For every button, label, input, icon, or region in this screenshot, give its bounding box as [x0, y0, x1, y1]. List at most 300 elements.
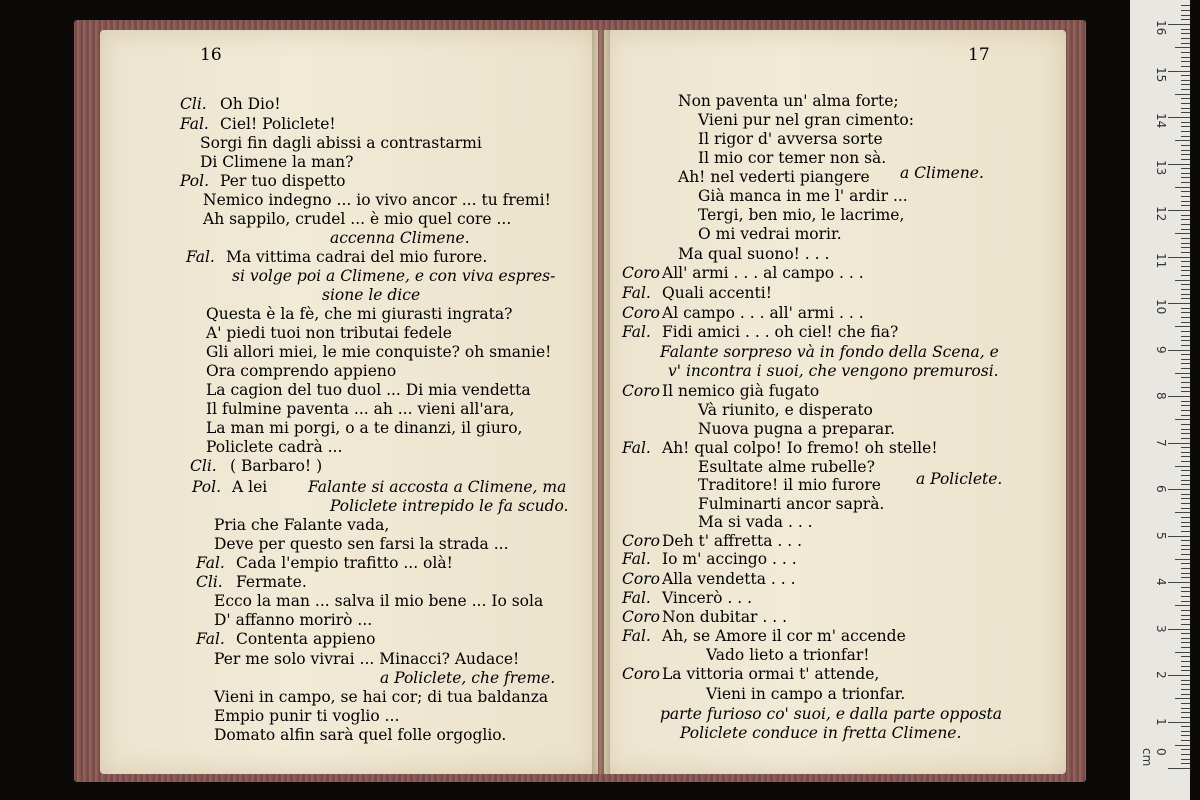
verse-text: Il mio cor temer non sà. [698, 149, 887, 167]
ruler-tick [1181, 150, 1190, 151]
ruler-tick [1168, 396, 1190, 397]
ruler-tick [1181, 229, 1190, 230]
ruler-label: 7 [1154, 438, 1168, 447]
ruler-tick [1181, 689, 1190, 690]
right-page-text-line [668, 362, 999, 380]
verse-text: Gli allori miei, le mie conquiste? oh smanie! [206, 343, 552, 361]
ruler-tick [1181, 145, 1190, 146]
verse-text: Fermate. [236, 573, 307, 591]
ruler-tick [1181, 531, 1190, 532]
ruler-tick [1181, 726, 1190, 727]
left-page-text-line [206, 381, 531, 399]
ruler-label: 2 [1154, 671, 1168, 679]
ruler-tick [1181, 694, 1190, 695]
ruler-tick [1181, 247, 1190, 248]
ruler-tick [1181, 647, 1190, 648]
left-page-text-line [214, 592, 543, 610]
verse-text: Io m' accingo . . . [662, 550, 797, 568]
verse-text: si volge poi a Climene, e con viva espres- [232, 267, 556, 285]
speaker-label: Fal. [622, 439, 651, 457]
right-page-text-line [660, 705, 1002, 723]
ruler-tick [1181, 173, 1190, 174]
ruler-tick [1181, 252, 1190, 253]
speaker-label: Fal. [622, 323, 651, 341]
ruler-tick [1168, 722, 1190, 723]
ruler-tick [1181, 754, 1190, 755]
ruler-tick [1168, 536, 1190, 537]
verse-text: Policlete conduce in fretta Climene. [680, 724, 962, 742]
right-page-text-line [622, 304, 864, 322]
ruler-tick [1181, 43, 1190, 44]
right-page-text-line [698, 476, 881, 494]
verse-text: La cagion del tuo duol ... Di mia vendetta [206, 381, 531, 399]
verse-text: Và riunito, e disperato [698, 401, 873, 419]
ruler-tick [1181, 317, 1190, 318]
ruler-tick [1181, 717, 1190, 718]
ruler-tick [1181, 108, 1190, 109]
verse-text: sione le dice [322, 286, 421, 304]
right-page-text-line [678, 245, 829, 263]
right-page-text-line [622, 439, 938, 457]
ruler-tick [1181, 61, 1190, 62]
verse-text: v' incontra i suoi, che vengono premurosi. [668, 362, 999, 380]
verse-text: Fidi amici . . . oh ciel! che fia? [662, 323, 899, 341]
left-page-text-line [214, 535, 509, 553]
speaker-label: Fal. [196, 630, 225, 648]
left-page-text-line [203, 210, 511, 228]
ruler-tick [1181, 136, 1190, 137]
ruler-tick [1181, 177, 1190, 178]
left-page-text-line [330, 229, 470, 247]
ruler-tick [1181, 731, 1190, 732]
ruler-tick [1168, 629, 1190, 630]
ruler-tick [1168, 164, 1190, 165]
ruler-tick [1181, 52, 1190, 53]
ruler-tick [1175, 373, 1190, 374]
verse-text: Ma qual suono! . . . [678, 245, 830, 263]
ruler-tick [1175, 280, 1190, 281]
right-page-text-line [698, 187, 908, 205]
right-page-text-line [622, 382, 819, 400]
ruler-tick [1181, 331, 1190, 332]
speaker-label: Cli. [196, 573, 223, 591]
verse-text: Ah, se Amore il cor m' accende [662, 627, 906, 645]
ruler-tick [1181, 759, 1190, 760]
ruler-tick [1175, 605, 1190, 606]
right-page-text-line [622, 570, 796, 588]
stage-direction-inline: a Climene. [900, 164, 984, 182]
verse-text: Oh Dio! [220, 95, 281, 113]
ruler-tick [1181, 568, 1190, 569]
verse-text: Deh t' affretta . . . [662, 532, 803, 550]
speaker-label: Fal. [622, 589, 651, 607]
verse-text: Per me solo vivrai ... Minacci? Audace! [214, 650, 520, 668]
verse-text: Ah! qual colpo! Io fremo! oh stelle! [662, 439, 938, 457]
left-page-text-line [214, 707, 399, 725]
verse-text: parte furioso co' suoi, e dalla parte opposta [660, 705, 1002, 723]
verse-text: Contenta appieno [236, 630, 376, 648]
ruler-label: 14 [1154, 113, 1168, 129]
ruler-tick [1181, 103, 1190, 104]
right-page-text-line [698, 401, 873, 419]
right-page-text-line [622, 264, 864, 282]
ruler-tick [1181, 322, 1190, 323]
ruler-tick [1181, 38, 1190, 39]
ruler-tick [1181, 470, 1190, 471]
verse-text: Cada l'empio trafitto ... olà! [236, 554, 453, 572]
speaker-label: Fal. [622, 627, 651, 645]
verse-text: Vieni in campo, se hai cor; di tua baldanza [214, 688, 549, 706]
verse-text: Traditore! il mio furore [698, 476, 881, 494]
ruler-tick [1181, 638, 1190, 639]
ruler-tick [1181, 15, 1190, 16]
ruler-tick [1181, 57, 1190, 58]
ruler-tick [1181, 615, 1190, 616]
left-page-text-line [206, 400, 514, 418]
speaker-label: Coro [622, 304, 660, 322]
ruler-tick [1168, 582, 1190, 583]
verse-text: A lei [232, 478, 268, 496]
left-page-text-line [206, 324, 452, 342]
ruler-tick [1181, 563, 1190, 564]
left-page-text-line [206, 438, 342, 456]
ruler-label: 11 [1154, 252, 1168, 268]
ruler-tick [1181, 275, 1190, 276]
ruler-label: 10 [1154, 299, 1168, 315]
speaker-label: Coro [622, 532, 660, 550]
verse-text: La vittoria ormai t' attende, [662, 665, 880, 683]
ruler-tick [1181, 624, 1190, 625]
ruler-tick [1181, 29, 1190, 30]
verse-text: Nemico indegno ... io vivo ancor ... tu fremi! [203, 191, 551, 209]
left-page-text-line [203, 191, 551, 209]
ruler-tick [1168, 117, 1190, 118]
ruler-tick [1181, 684, 1190, 685]
stage-direction-inline: a Policlete. [916, 470, 1003, 488]
ruler-tick [1181, 456, 1190, 457]
ruler-tick [1181, 66, 1190, 67]
ruler-tick [1181, 98, 1190, 99]
verse-text: Ah sappilo, crudel ... è mio quel core ... [203, 210, 512, 228]
ruler-label: 16 [1154, 20, 1168, 36]
ruler-label: 3 [1154, 624, 1168, 633]
speaker-label: Coro [622, 608, 660, 626]
ruler-label: 4 [1154, 578, 1168, 586]
verse-text: Policlete intrepido le fa scudo. [330, 497, 569, 515]
ruler-tick [1181, 391, 1190, 392]
ruler-tick [1181, 415, 1190, 416]
right-page-text-line [622, 665, 879, 683]
verse-text: Al campo . . . all' armi . . . [662, 304, 864, 322]
verse-text: Già manca in me l' ardir ... [698, 187, 908, 205]
ruler-tick [1181, 424, 1190, 425]
ruler-tick [1181, 429, 1190, 430]
ruler-tick [1175, 652, 1190, 653]
ruler-tick [1181, 368, 1190, 369]
ruler-tick [1175, 140, 1190, 141]
ruler-tick [1168, 24, 1190, 25]
verse-text: Nuova pugna a preparar. [698, 420, 895, 438]
verse-text: O mi vedrai morir. [698, 225, 842, 243]
verse-text: Alla vendetta . . . [662, 570, 796, 588]
left-page-text-line [214, 650, 519, 668]
speaker-label: Fal. [186, 248, 215, 266]
ruler-tick [1175, 47, 1190, 48]
ruler-tick [1181, 80, 1190, 81]
ruler-tick [1168, 443, 1190, 444]
verse-text: Non dubitar . . . [662, 608, 788, 626]
ruler-label: 13 [1154, 159, 1168, 175]
ruler-tick [1168, 303, 1190, 304]
ruler-tick [1181, 266, 1190, 267]
ruler-tick [1181, 270, 1190, 271]
left-page-text-line [180, 115, 336, 133]
left-page-text-line [180, 95, 281, 113]
ruler-tick [1181, 377, 1190, 378]
ruler-tick [1181, 308, 1190, 309]
ruler-tick [1181, 573, 1190, 574]
ruler-tick [1181, 382, 1190, 383]
ruler-tick [1181, 359, 1190, 360]
verse-text: Vieni pur nel gran cimento: [698, 111, 914, 129]
ruler-tick [1181, 154, 1190, 155]
ruler-tick [1181, 182, 1190, 183]
verse-text: Il fulmine paventa ... ah ... vieni all'ara, [206, 400, 515, 418]
verse-text: Deve per questo sen farsi la strada ... [214, 535, 509, 553]
ruler-tick [1181, 498, 1190, 499]
right-page-text-line [660, 343, 999, 361]
ruler-tick [1181, 666, 1190, 667]
left-page-text-line [206, 305, 512, 323]
verse-text: Domato alfin sarà quel folle orgoglio. [214, 726, 507, 744]
ruler-tick [1181, 670, 1190, 671]
verse-text: Ciel! Policlete! [220, 115, 336, 133]
ruler-tick [1168, 350, 1190, 351]
right-page-text-line [698, 458, 875, 476]
right-page-text-line [698, 420, 895, 438]
ruler-tick [1181, 433, 1190, 434]
ruler-tick [1181, 363, 1190, 364]
speaker-label: Coro [622, 665, 660, 683]
ruler-tick [1181, 294, 1190, 295]
right-page-text-line [698, 513, 813, 531]
ruler-tick [1181, 284, 1190, 285]
ruler-label: 0 cm [1140, 748, 1168, 767]
ruler-tick [1181, 340, 1190, 341]
ruler-tick [1181, 191, 1190, 192]
verse-text: Ora comprendo appieno [206, 362, 397, 380]
ruler-tick [1181, 522, 1190, 523]
verse-text: Esultate alme rubelle? [698, 458, 875, 476]
left-page-text-line [200, 134, 482, 152]
speaker-label: Coro [622, 264, 660, 282]
ruler-tick [1181, 749, 1190, 750]
ruler-label: 6 [1154, 485, 1168, 493]
stage-direction-inline: Falante si accosta a Climene, ma [308, 478, 567, 496]
ruler-tick [1181, 587, 1190, 588]
ruler-tick [1181, 735, 1190, 736]
ruler-tick [1181, 354, 1190, 355]
ruler-tick [1181, 526, 1190, 527]
ruler-tick [1181, 19, 1190, 20]
left-page-text-line [206, 343, 551, 361]
ruler-tick [1181, 549, 1190, 550]
right-page-text-line [680, 724, 961, 742]
ruler-tick [1181, 387, 1190, 388]
verse-text: Ah! nel vederti piangere [678, 168, 870, 186]
speaker-label: Cli. [190, 457, 217, 475]
left-page-text-line [232, 267, 555, 285]
verse-text: Sorgi fin dagli abissi a contrastarmi [200, 134, 482, 152]
ruler-tick [1175, 745, 1190, 746]
verse-text: Vincerò . . . [662, 589, 753, 607]
speaker-label: Coro [622, 382, 660, 400]
ruler-tick [1181, 601, 1190, 602]
left-page-text-line [196, 630, 376, 648]
right-page-text-line [678, 168, 870, 186]
ruler-tick [1181, 112, 1190, 113]
ruler-tick [1181, 410, 1190, 411]
ruler-tick [1175, 94, 1190, 95]
speaker-label: Coro [622, 570, 660, 588]
ruler-tick [1181, 33, 1190, 34]
right-page-text-line [698, 495, 884, 513]
verse-text: Fulminarti ancor saprà. [698, 495, 885, 513]
ruler-tick [1181, 619, 1190, 620]
speaker-label: Fal. [622, 550, 651, 568]
ruler-tick [1181, 708, 1190, 709]
ruler-tick [1175, 326, 1190, 327]
verse-text: Quali accenti! [662, 284, 772, 302]
ruler-tick [1175, 419, 1190, 420]
ruler-tick [1181, 205, 1190, 206]
ruler-label: 15 [1154, 66, 1168, 82]
verse-text: Di Climene la man? [200, 153, 354, 171]
left-page-text-line [186, 248, 487, 266]
verse-text: Il nemico già fugato [662, 382, 820, 400]
left-page-text-line [190, 457, 322, 475]
ruler-tick [1181, 545, 1190, 546]
left-page-text-line [214, 726, 506, 744]
ruler-tick [1181, 438, 1190, 439]
verse-text: A' piedi tuoi non tributai fedele [206, 324, 452, 342]
verse-text: All' armi . . . al campo . . . [662, 264, 864, 282]
ruler-tick [1181, 484, 1190, 485]
ruler-tick [1181, 75, 1190, 76]
right-page-text-line [622, 608, 787, 626]
speaker-label: Fal. [622, 284, 651, 302]
verse-text: Ma si vada . . . [698, 513, 813, 531]
right-page-text-line [622, 550, 797, 568]
ruler-label: 1 [1154, 717, 1168, 726]
ruler-tick [1181, 336, 1190, 337]
verse-text: Per tuo dispetto [220, 172, 346, 190]
verse-text: Tergi, ben mio, le lacrime, [698, 206, 905, 224]
verse-text: Empio punir ti voglio ... [214, 707, 400, 725]
ruler-tick [1181, 480, 1190, 481]
ruler-tick [1181, 298, 1190, 299]
ruler-tick [1175, 187, 1190, 188]
ruler-tick [1181, 494, 1190, 495]
ruler-tick [1181, 461, 1190, 462]
ruler-tick [1181, 763, 1190, 764]
speaker-label: Cli. [180, 95, 207, 113]
verse-text: D' affanno morirò ... [214, 611, 373, 629]
ruler-tick [1181, 5, 1190, 6]
right-page-text-line [622, 532, 802, 550]
left-page-text-line [214, 688, 548, 706]
verse-text: Il rigor d' avversa sorte [698, 130, 883, 148]
ruler-tick [1181, 122, 1190, 123]
left-page-text-line [214, 611, 372, 629]
verse-text: Vieni in campo a trionfar. [706, 685, 906, 703]
ruler-tick [1181, 540, 1190, 541]
ruler-tick [1175, 233, 1190, 234]
right-page-text-line [622, 627, 906, 645]
ruler-tick [1181, 517, 1190, 518]
ruler-tick [1181, 345, 1190, 346]
verse-text: Non paventa un' alma forte; [678, 92, 899, 110]
right-page-text-line [622, 589, 752, 607]
ruler-label: 5 [1154, 531, 1168, 540]
left-page-text-line [214, 516, 389, 534]
ruler-tick [1181, 680, 1190, 681]
speaker-label: Pol. [192, 478, 222, 496]
verse-text: a Policlete, che freme. [380, 669, 556, 687]
ruler-label: 9 [1154, 345, 1168, 354]
right-page-text-line [706, 685, 905, 703]
ruler-tick [1181, 401, 1190, 402]
left-page-text-line [330, 497, 569, 515]
ruler-tick [1181, 447, 1190, 448]
left-page-text-line [206, 419, 522, 437]
ruler-tick [1181, 84, 1190, 85]
verse-text: Policlete cadrà ... [206, 438, 343, 456]
ruler-tick [1181, 591, 1190, 592]
ruler-tick [1175, 466, 1190, 467]
ruler-tick [1181, 10, 1190, 11]
verse-text: accenna Climene. [330, 229, 470, 247]
ruler-tick [1181, 661, 1190, 662]
right-page-text-line [698, 130, 883, 148]
ruler-tick [1181, 238, 1190, 239]
verse-text: Questa è la fè, che mi giurasti ingrata? [206, 305, 513, 323]
speaker-label: Pol. [180, 172, 210, 190]
right-page-text-line [678, 92, 899, 110]
ruler-tick [1181, 633, 1190, 634]
left-page-text-line [322, 286, 420, 304]
ruler-tick [1181, 159, 1190, 160]
left-page-text-line [192, 478, 267, 496]
measurement-ruler [1130, 0, 1190, 800]
ruler-tick [1181, 243, 1190, 244]
ruler-tick [1181, 168, 1190, 169]
ruler-tick [1181, 261, 1190, 262]
right-page-text-line [622, 323, 898, 341]
left-page-text-line [196, 573, 307, 591]
verse-text: La man mi porgi, o a te dinanzi, il giuro, [206, 419, 523, 437]
ruler-tick [1181, 201, 1190, 202]
ruler-tick [1181, 405, 1190, 406]
verse-text: Ma vittima cadrai del mio furore. [226, 248, 488, 266]
verse-text: Ecco la man ... salva il mio bene ... Io sola [214, 592, 544, 610]
ruler-tick [1181, 196, 1190, 197]
ruler-tick [1181, 89, 1190, 90]
right-page-text-line [698, 149, 886, 167]
ruler-tick [1181, 126, 1190, 127]
right-page-text-line [706, 646, 869, 664]
ruler-label: 12 [1154, 206, 1168, 222]
